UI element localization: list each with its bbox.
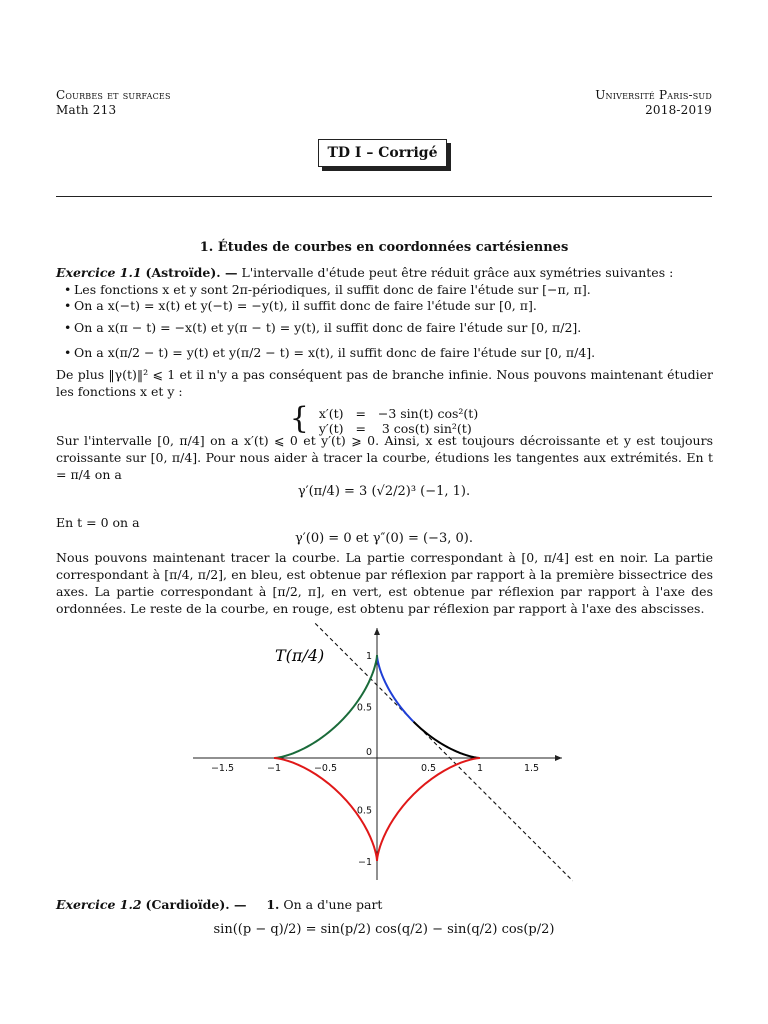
paragraph-monotonicity: Sur l'intervalle [0, π/4] on a x′(t) ⩽ 0 et y′(t) ⩾ 0. Ainsi, x est toujours décroissante et y est toujours croissante sur [0, π/4]. Pour nous aider à tracer la courbe, étudions les tangentes aux extrémités. En t = π/4 on a <box>56 433 713 482</box>
x-tick-label: 1.5 <box>523 763 540 774</box>
x-tick-label: 1 <box>476 763 484 774</box>
y-tick-label: 0 <box>365 747 372 758</box>
course-title: Courbes et surfaces <box>56 88 171 102</box>
figure-axes <box>193 623 573 881</box>
section-title: 1. Études de courbes en coordonnées cartésiennes <box>199 240 569 255</box>
paragraph-curve-description: Nous pouvons maintenant tracer la courbe. La partie correspondant à [0, π/4] est en noir. La partie correspondant à [π/4, π/2], en bleu, est obtenue par réflexion par rapport à la première bissectrice des axes. La partie correspondant à [π/2, π], en vert, est obtenue par réflexion par rapport à l'axe des ordonnées. Le reste de la courbe, en rouge, est obtenu par réflexion par rapport à l'axe des abscisses. <box>56 550 713 616</box>
x-tick-label: −1.5 <box>210 763 235 774</box>
trig-identity: sin((p − q)/2) = sin(p/2) cos(q/2) − sin(q/2) cos(p/2) <box>213 922 555 937</box>
exercise1-heading <box>56 264 713 281</box>
academic-year: 2018-2019 <box>645 103 712 117</box>
astroid-figure <box>0 615 768 885</box>
university-name: Université Paris-sud <box>595 88 712 102</box>
x-tick-label: 0.5 <box>420 763 437 774</box>
course-code: Math 213 <box>56 103 117 117</box>
header-right <box>595 88 712 118</box>
exercise1-intro: L'intervalle d'étude peut être réduit grâce aux symétries suivantes : <box>241 265 674 280</box>
list-item: • On a x(−t) = x(t) et y(−t) = −y(t), il suffit donc de faire l'étude sur [0, π]. <box>74 297 537 314</box>
document-title: TD I – Corrigé <box>318 139 447 167</box>
header-left <box>56 88 171 118</box>
exercise1-name: (Astroïde). — <box>145 265 238 280</box>
derivative-x: x′(t) = −3 sin(t) cos²(t) <box>318 405 479 421</box>
list-item: • On a x(π − t) = −x(t) et y(π − t) = y(t), il suffit donc de faire l'étude sur [0, π/2]. <box>74 319 581 336</box>
tangent-formula-pi4: γ′(π/4) = 3 (√2/2)³ (−1, 1). <box>297 484 471 499</box>
x-tick-label: −1 <box>266 763 282 774</box>
curve-blue <box>377 655 413 722</box>
exercise2-text: On a d'une part <box>283 897 383 912</box>
y-tick-label: 0.5 <box>356 702 372 714</box>
y-axis-arrow <box>374 628 380 635</box>
x-axis-arrow <box>555 755 562 761</box>
paragraph-no-asymptote: De plus ‖γ(t)‖² ⩽ 1 et il n'y a pas conséquent pas de branche infinie. Nous pouvons maintenant étudier les fonctions x et y : <box>56 367 713 399</box>
tangent-formula-0: γ′(0) = 0 et γ″(0) = (−3, 0). <box>295 531 473 546</box>
y-tick-label: 0.5 <box>356 805 372 817</box>
derivative-system: { x′(t) = −3 sin(t) cos²(t) y′(t) = 3 cos(t) sin²(t) <box>289 401 479 436</box>
header-divider <box>56 196 712 197</box>
tangent-label: T(π/4) <box>275 646 325 665</box>
exercise2-label: Exercice 1.2 <box>56 897 142 912</box>
exercise2-heading <box>56 896 713 913</box>
y-tick-label: −1 <box>357 857 372 868</box>
exercise2-name: (Cardioïde). — <box>145 897 247 912</box>
curve-black <box>413 722 480 758</box>
x-tick-label: −0.5 <box>313 763 338 774</box>
tangent-line <box>315 623 573 881</box>
paragraph-t0: En t = 0 on a <box>56 515 140 530</box>
derivative-y: y′(t) = 3 cos(t) sin²(t) <box>318 420 472 436</box>
y-tick-label: 1 <box>365 651 372 662</box>
exercise2-item-number: 1. <box>266 897 280 912</box>
exercise1-label: Exercice 1.1 <box>56 265 142 280</box>
list-item: • On a x(π/2 − t) = y(t) et y(π/2 − t) = x(t), il suffit donc de faire l'étude sur [0, π/4]. <box>74 344 595 361</box>
list-item: • Les fonctions x et y sont 2π-périodiques, il suffit donc de faire l'étude sur [−π, π]. <box>74 281 591 298</box>
